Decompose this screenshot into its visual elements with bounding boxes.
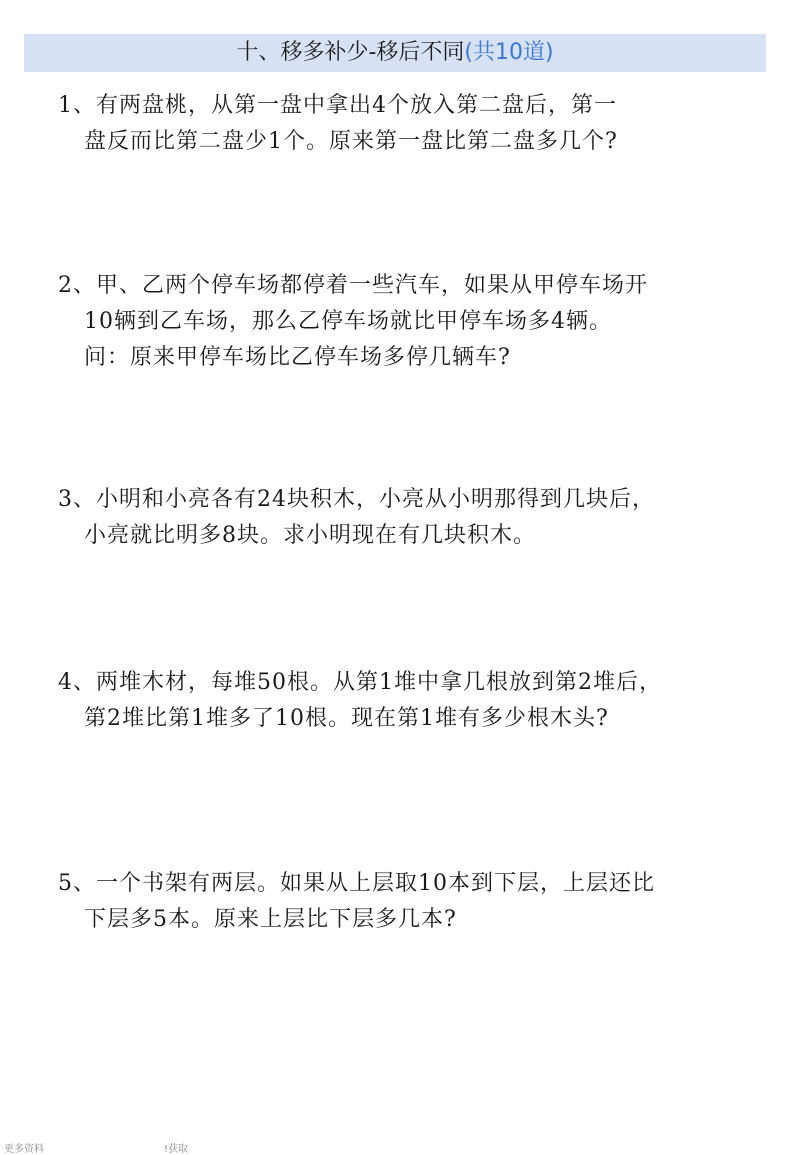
question-4 xyxy=(58,665,778,737)
question-1-line-2: 盘反而比第二盘少1个。原来第一盘比第二盘多几个? xyxy=(84,129,618,154)
footer-right-text: !获取 xyxy=(164,1144,189,1155)
footer-left-text: 更多资料 xyxy=(4,1144,44,1155)
question-2-line-3: 问：原来甲停车场比乙停车场多停几辆车? xyxy=(84,345,511,370)
question-3-line-2: 小亮就比明多8块。求小明现在有几块积木。 xyxy=(84,523,536,548)
title-question-count: (共10道) xyxy=(464,40,554,65)
question-2-line-2: 10辆到乙车场，那么乙停车场就比甲停车场多4辆。 xyxy=(84,309,612,334)
title-main: 十、移多补少-移后不同 xyxy=(236,40,465,65)
question-5-line-1: 5、一个书架有两层。如果从上层取10本到下层，上层还比 xyxy=(58,871,655,896)
question-4-line-2: 第2堆比第1堆多了10根。现在第1堆有多少根木头? xyxy=(84,706,609,731)
question-3-line-1: 3、小明和小亮各有24块积木，小亮从小明那得到几块后， xyxy=(58,487,655,512)
question-1 xyxy=(58,88,778,160)
question-2 xyxy=(58,268,778,376)
question-4-line-1: 4、两堆木材，每堆50根。从第1堆中拿几根放到第2堆后， xyxy=(58,670,662,695)
title-banner xyxy=(24,34,766,72)
question-5 xyxy=(58,866,778,938)
question-2-line-1: 2、甲、乙两个停车场都停着一些汽车，如果从甲停车场开 xyxy=(58,273,648,298)
question-5-line-2: 下层多5本。原来上层比下层多几本? xyxy=(84,907,457,932)
page-title xyxy=(24,38,766,68)
question-3 xyxy=(58,482,778,554)
question-1-line-1: 1、有两盘桃，从第一盘中拿出4个放入第二盘后，第一 xyxy=(58,93,617,118)
